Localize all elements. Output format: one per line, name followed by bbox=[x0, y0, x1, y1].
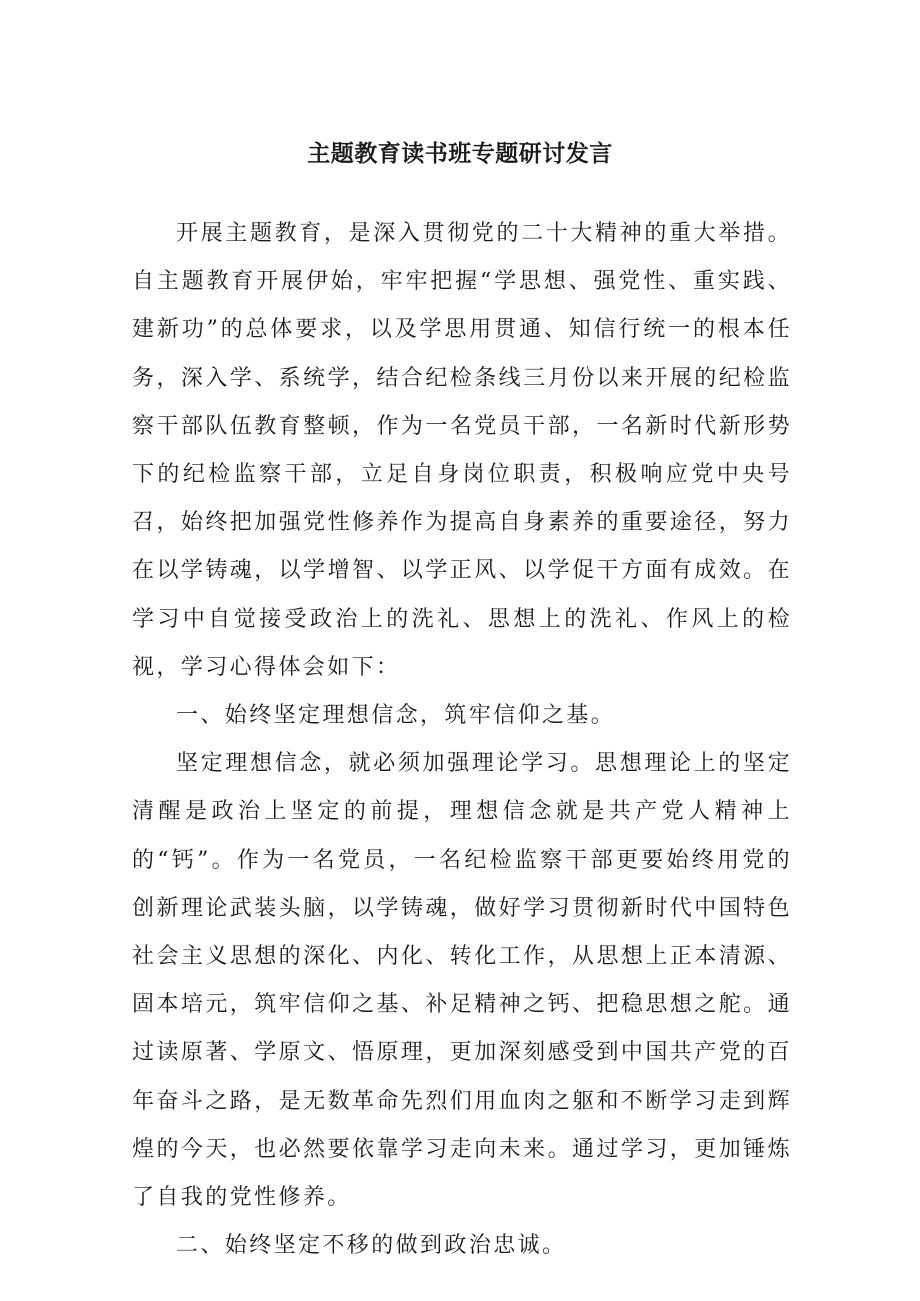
section-heading-2: 二、始终坚定不移的做到政治忠诚。 bbox=[176, 1233, 567, 1259]
document-body bbox=[132, 210, 792, 1270]
paragraph-intro: 开展主题教育，是深入贯彻党的二十大精神的重大举措。自主题教育开展伊始，牢牢把握“学思想、强党性、重实践、建新功”的总体要求，以及学思用贯通、知信行统一的根本任务，深入学、系统学，结合纪检条线三月份以来开展的纪检监察干部队伍教育整顿，作为一名党员干部，一名新时代新形势下的纪检监察干部，立足自身岗位职责，积极响应党中央号召，始终把加强党性修养作为提高自身素养的重要途径，努力在以学铸魂，以学增智、以学正风、以学促干方面有成效。在学习中自觉接受政治上的洗礼、思想上的洗礼、作风上的检视，学习心得体会如下： bbox=[132, 221, 792, 680]
paragraph-section-1: 坚定理想信念，就必须加强理论学习。思想理论上的坚定清醒是政治上坚定的前提，理想信念就是共产党人精神上的“钙”。作为一名党员，一名纪检监察干部更要始终用党的创新理论武装头脑，以学铸魂，做好学习贯彻新时代中国特色社会主义思想的深化、内化、转化工作，从思想上正本清源、固本培元，筑牢信仰之基、补足精神之钙、把稳思想之舵。通过读原著、学原文、悟原理，更加深刻感受到中国共产党的百年奋斗之路，是无数革命先烈们用血肉之躯和不断学习走到辉煌的今天，也必然要依靠学习走向未来。通过学习，更加锤炼了自我的党性修养。 bbox=[132, 751, 792, 1211]
section-heading-1: 一、始终坚定理想信念，筑牢信仰之基。 bbox=[176, 703, 616, 729]
document-title: 主题教育读书班专题研讨发言 bbox=[307, 141, 613, 167]
